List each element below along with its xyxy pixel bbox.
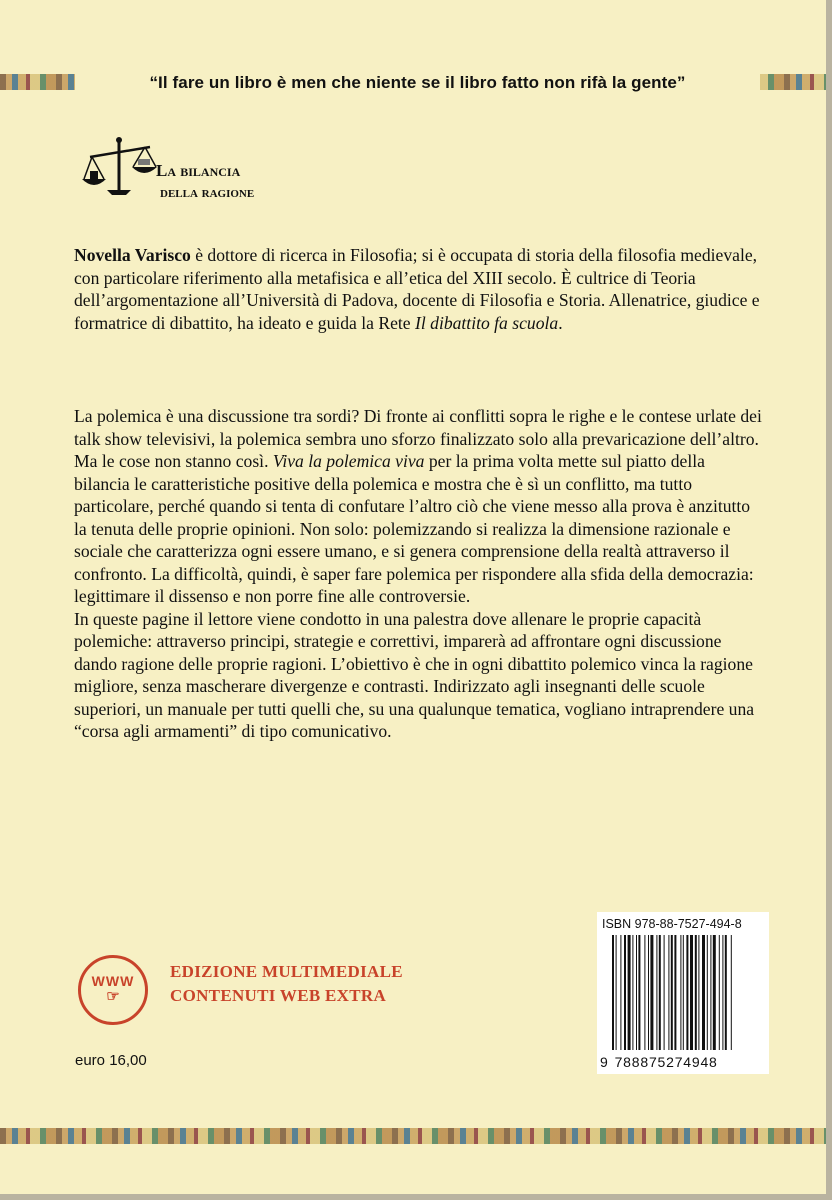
network-name: Il dibattito fa scuola bbox=[415, 312, 559, 333]
scales-icon bbox=[82, 135, 157, 200]
barcode-digits bbox=[600, 1054, 718, 1070]
description-p1-end: per la prima volta mette sul piatto della bilancia le caratteristiche positive della polemica e mostra che è sì un conflitto, ma tutto particolare, perché quando si tenta di confutare l’altro ciò che viene messo alla prova è anzitutto la tenuta delle proprie opinioni. Non solo: polemizzando si realizza la dimensione razionale e sociale che caratterizza ogni essere umano, e si genera comprensione della realtà attraverso il confronto. La difficoltà, quindi, è saper fare polemica per rispondere alla sfida della democrazia: legittimare il dissenso e non porre fine alle controversie. bbox=[74, 451, 754, 606]
www-badge bbox=[78, 955, 148, 1025]
description-paragraph-2: In queste pagine il lettore viene condotto in una palestra dove allenare le proprie capacità polemiche: attraverso principi, strategie e correttivi, imparerà ad affrontare ogni discussione dando ragione delle proprie ragioni. L’obiettivo è che in ogni dibattito polemico vinca la ragione migliore, senza mascherare divergenze e contrasti. Indirizzato agli insegnanti delle scuole superiori, un manuale per tutti quelli che, su una qualunque tematica, vogliano intraprendere una “corsa agli armamenti” di tipo comunicativo. bbox=[74, 608, 755, 741]
series-line-2: della ragione bbox=[160, 185, 255, 201]
multimedia-line-2: CONTENUTI WEB EXTRA bbox=[170, 986, 387, 1005]
description-p1-start: La polemica è una discussione tra sordi? Di fronte ai conflitti sopra le righe e le contese urlate dei talk show televisivi, la polemica sembra uno sforzo finalizzato solo alla prevaricazione dell’altro. Ma le cose non stanno così. bbox=[74, 406, 762, 471]
barcode-first-digit: 9 bbox=[600, 1054, 609, 1070]
isbn-label: ISBN 978-88-7527-494-8 bbox=[602, 917, 742, 931]
multimedia-notice bbox=[170, 960, 403, 1008]
header-quote: “Il fare un libro è men che niente se il libro fatto non rifà la gente” bbox=[75, 70, 760, 96]
pointing-hand-icon: ☞ bbox=[106, 988, 120, 1005]
book-title: Viva la polemica viva bbox=[272, 451, 425, 471]
description-paragraph-1 bbox=[74, 405, 764, 608]
barcode-number: 788875274948 bbox=[614, 1054, 718, 1070]
series-name bbox=[156, 160, 254, 204]
barcode-icon bbox=[612, 935, 762, 1055]
decorative-stripe-bottom bbox=[0, 1128, 826, 1144]
price: euro 16,00 bbox=[75, 1052, 147, 1069]
series-line-1: La bilancia bbox=[156, 161, 241, 180]
author-bio bbox=[74, 244, 764, 334]
bio-text: è dottore di ricerca in Filosofia; si è occupata di storia della filosofia medievale, con particolare riferimento alla metafisica e all’etica del XIII secolo. È cultrice di Teoria dell’argomentazione all’Università di Padova, docente di Filosofia e Storia. Allenatrice, giudice e formatrice di dibattito, ha ideato e guida la Rete bbox=[74, 245, 760, 333]
bio-end: . bbox=[558, 312, 563, 333]
www-label: WWW bbox=[91, 973, 135, 989]
author-name: Novella Varisco bbox=[74, 245, 191, 265]
multimedia-line-1: EDIZIONE MULTIMEDIALE bbox=[170, 962, 403, 981]
book-description bbox=[74, 405, 764, 743]
